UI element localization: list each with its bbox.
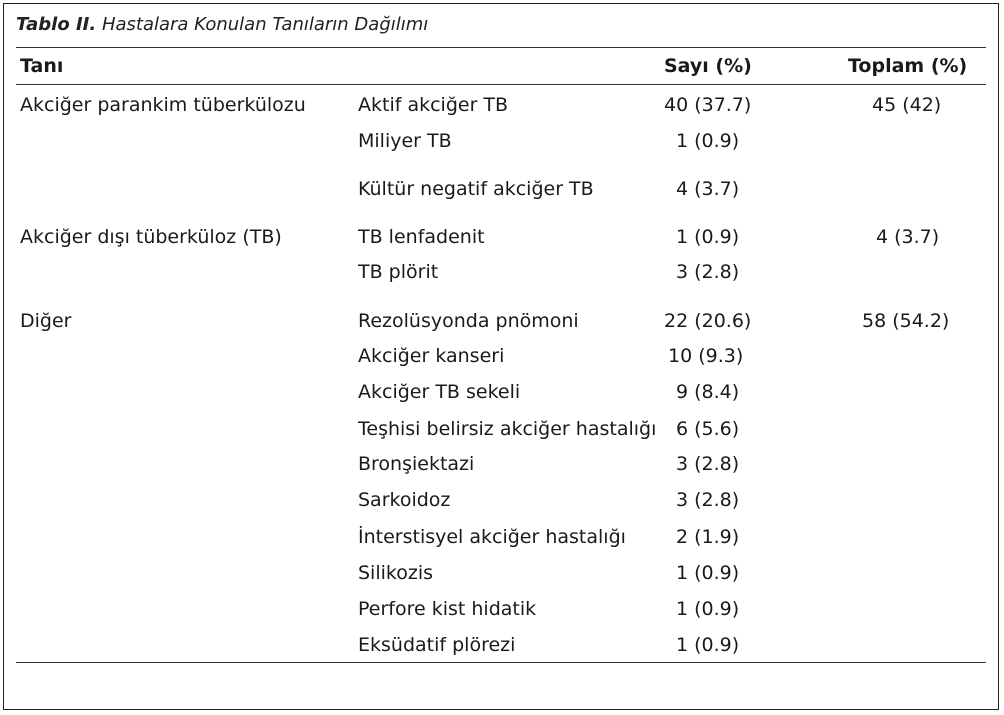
table-bottom-rule [16,662,986,663]
row-label: Eksüdatif plörezi [358,634,516,656]
header-tani: Tanı [20,55,64,77]
caption-label: Tablo II. [16,14,97,35]
row-label: Akciğer kanseri [358,345,505,367]
row-label: Teşhisi belirsiz akciğer hastalığı [358,418,657,440]
row-value: 1 (0.9) [676,598,740,620]
group-total: 4 (3.7) [876,226,940,248]
group-total: 45 (42) [872,94,942,116]
row-value: 40 (37.7) [664,94,752,116]
row-value: 3 (2.8) [676,453,740,475]
row-label: Sarkoidoz [358,489,451,511]
row-label: Miliyer TB [358,130,452,152]
header-top-rule [16,47,986,48]
group-name: Diğer [20,310,72,332]
row-label: İnterstisyel akciğer hastalığı [358,526,626,548]
header-toplam: Toplam (%) [848,55,968,77]
row-value: 6 (5.6) [676,418,740,440]
group-total: 58 (54.2) [862,310,950,332]
group-name: Akciğer parankim tüberkülozu [20,94,306,116]
header-bottom-rule [16,84,986,85]
group-name: Akciğer dışı tüberküloz (TB) [20,226,282,248]
row-label: Perfore kist hidatik [358,598,537,620]
row-label: TB lenfadenit [358,226,485,248]
caption-title: Hastalara Konulan Tanıların Dağılımı [101,14,429,35]
row-label: Rezolüsyonda pnömoni [358,310,579,332]
row-value: 1 (0.9) [676,562,740,584]
row-value: 9 (8.4) [676,381,740,403]
row-value: 1 (0.9) [676,634,740,656]
row-value: 22 (20.6) [664,310,752,332]
row-label: TB plörit [358,261,439,283]
row-label: Bronşiektazi [358,453,475,475]
row-value: 3 (2.8) [676,261,740,283]
row-label: Aktif akciğer TB [358,94,509,116]
row-value: 4 (3.7) [676,178,740,200]
header-sayi: Sayı (%) [664,55,752,77]
row-label: Akciğer TB sekeli [358,381,521,403]
row-value: 3 (2.8) [676,489,740,511]
row-value: 10 (9.3) [668,345,744,367]
row-value: 1 (0.9) [676,130,740,152]
row-value: 2 (1.9) [676,526,740,548]
row-label: Silikozis [358,562,433,584]
table-caption [16,14,428,35]
row-value: 1 (0.9) [676,226,740,248]
row-label: Kültür negatif akciğer TB [358,178,594,200]
